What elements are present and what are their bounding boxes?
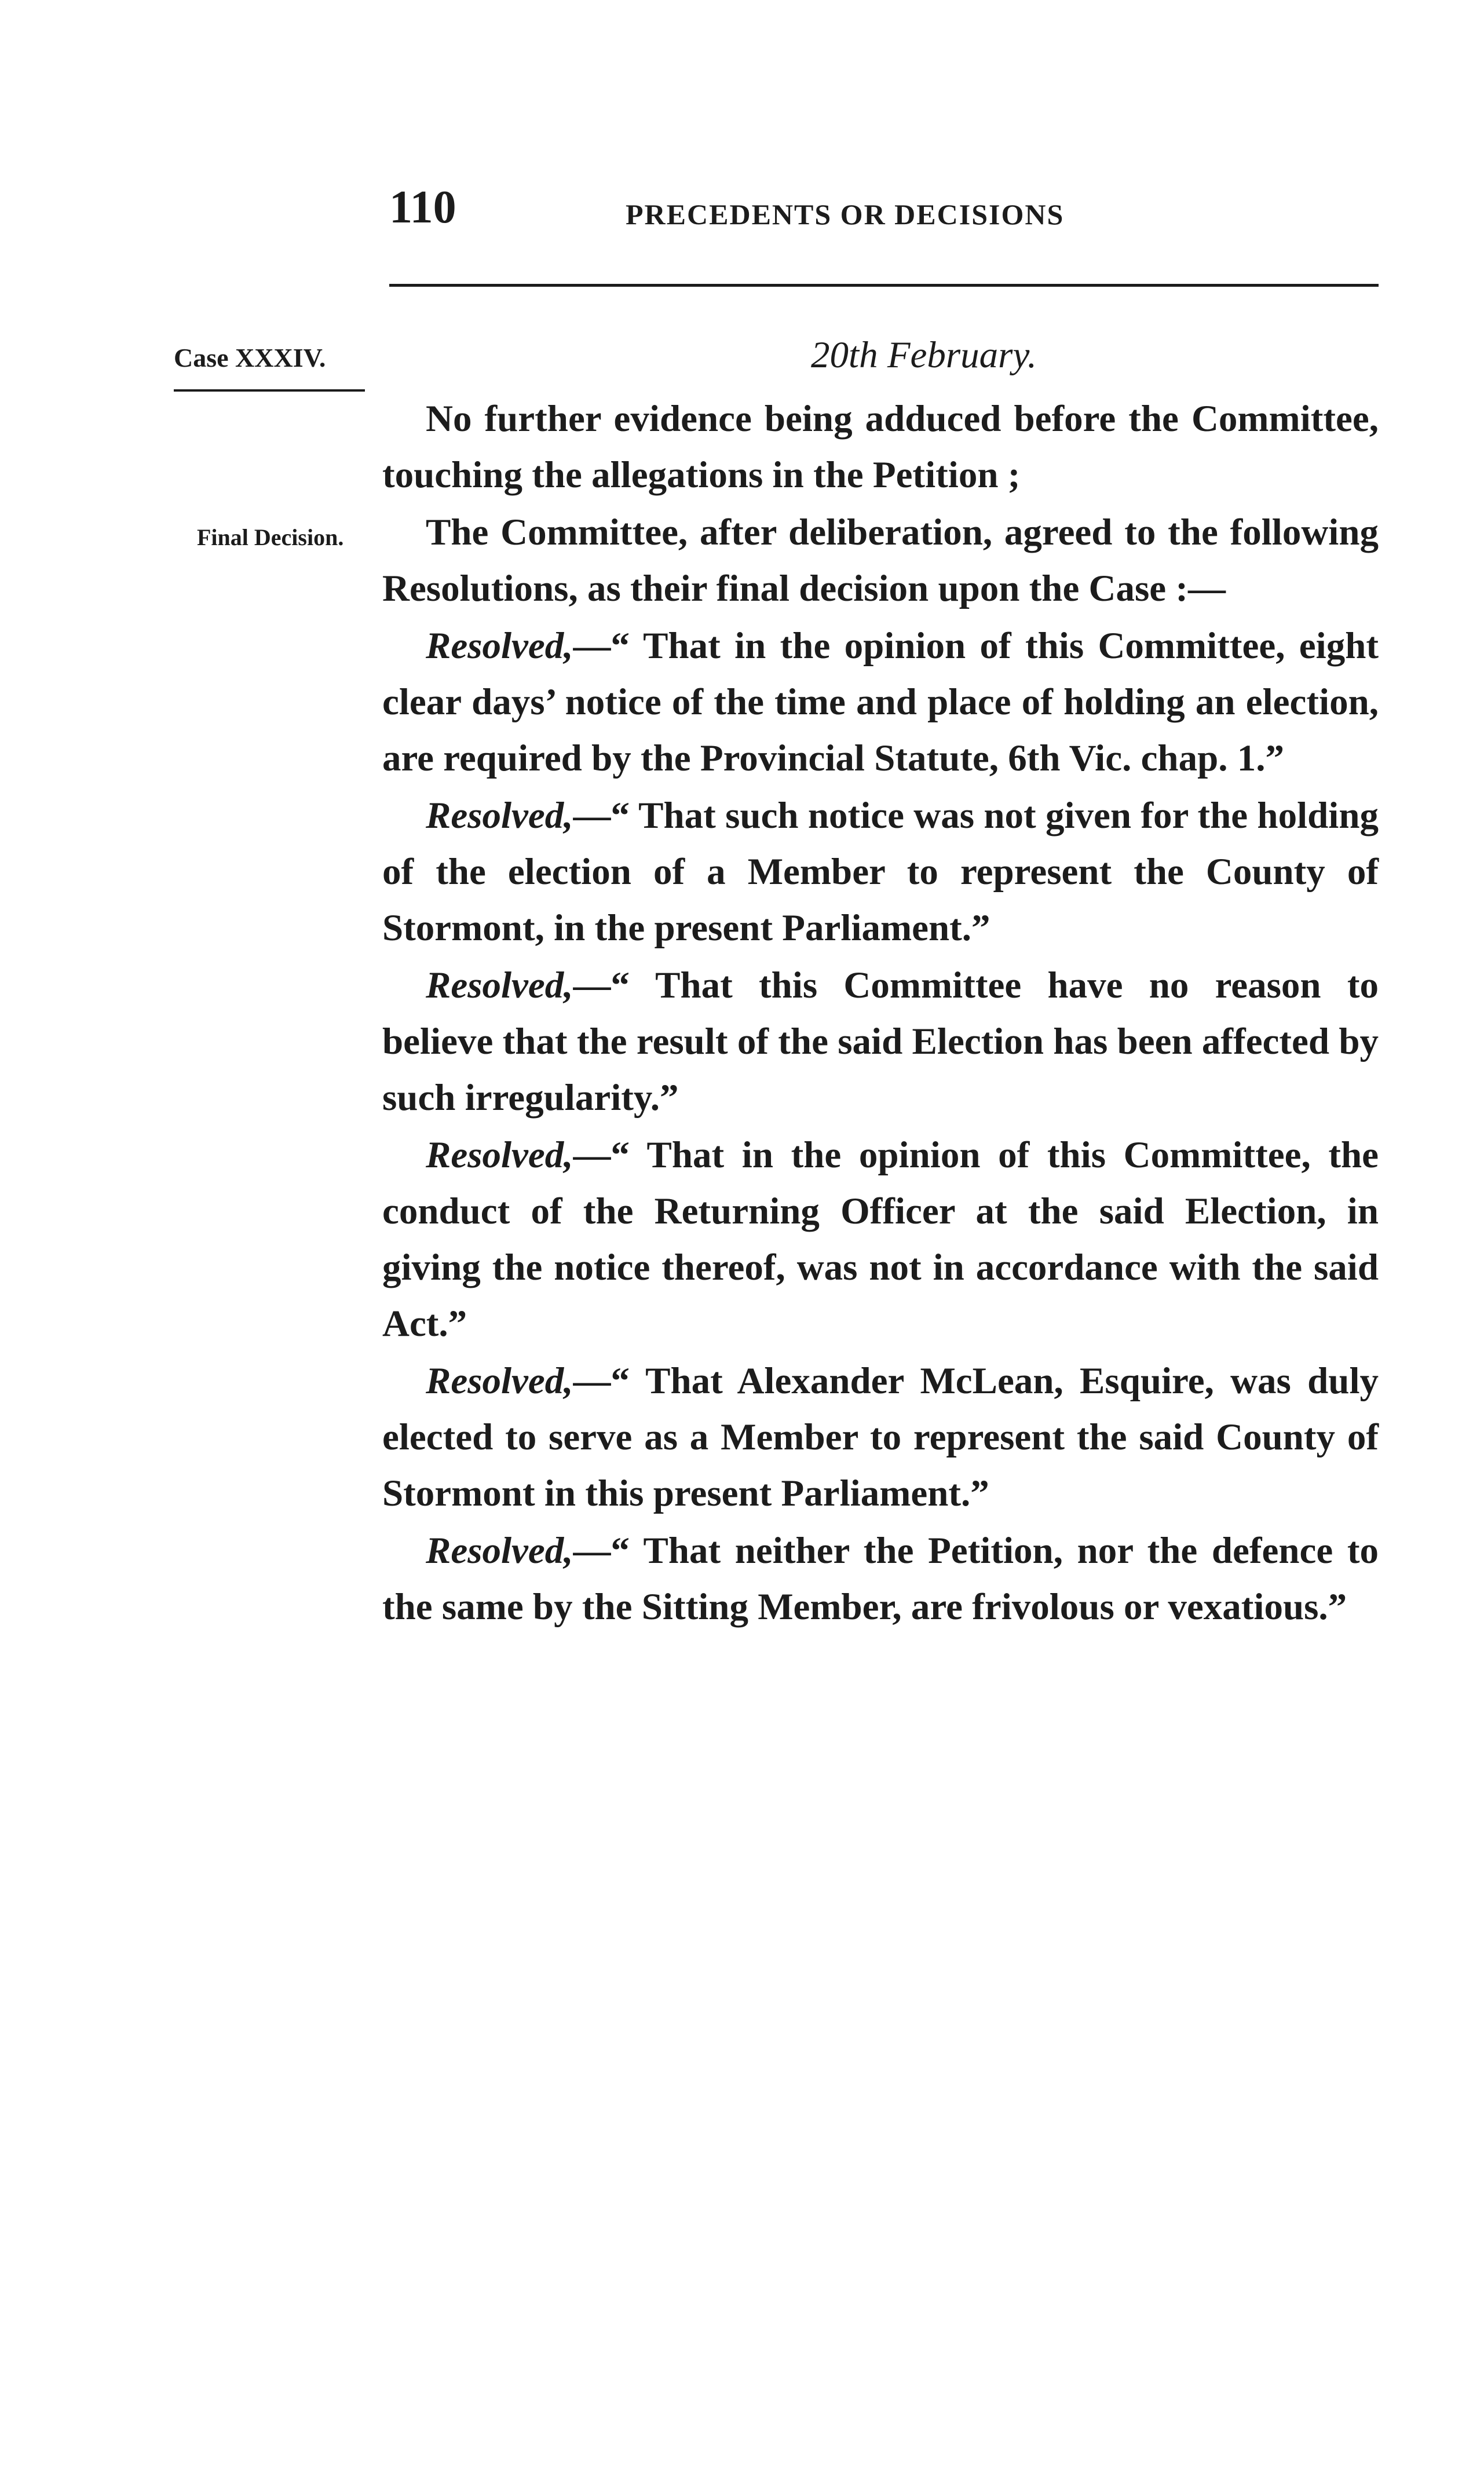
resolution-not-frivolous — [382, 1523, 1379, 1635]
page-number: 110 — [389, 182, 456, 233]
case-label: Case XXXIV. — [174, 343, 326, 372]
paragraph-text: No further evidence being adduced before the Committee, touching the allegations in the Petition ; — [382, 398, 1379, 496]
case-label-rule — [174, 389, 365, 392]
resolution-text: —“ That neither the Petition, nor the defence to the same by the Sitting Member, are frivolous or vexatious.” — [382, 1530, 1379, 1628]
resolved-label: Resolved, — [426, 625, 573, 667]
resolved-label: Resolved, — [426, 965, 573, 1006]
header-rule — [389, 284, 1379, 287]
resolution-result-not-affected — [382, 958, 1379, 1126]
running-head: PRECEDENTS OR DECISIONS — [626, 198, 1065, 231]
resolved-label: Resolved, — [426, 1134, 573, 1176]
resolution-text: —“ That Alexander McLean, Esquire, was duly elected to serve as a Member to represent the said County of Stormont in this present Parliament.” — [382, 1360, 1379, 1514]
paragraph-evidence — [382, 391, 1379, 503]
paragraph-text: The Committee, after deliberation, agreed to the following Resolutions, as their final decision upon the Case :— — [382, 512, 1379, 609]
margin-note-final-decision: Final Decision. — [197, 524, 344, 550]
resolution-text: —“ That such notice was not given for the holding of the election of a Member to represent the County of Stormont, in the present Parliament.” — [382, 795, 1379, 949]
resolved-label: Resolved, — [426, 795, 573, 836]
resolution-returning-officer — [382, 1127, 1379, 1352]
resolution-text: —“ That in the opinion of this Committee, eight clear days’ notice of the time and place of holding an election, are required by the Provincial Statute, 6th Vic. chap. 1.” — [382, 625, 1379, 779]
resolution-member-elected — [382, 1353, 1379, 1522]
body-text — [382, 327, 1379, 1637]
resolution-text: —“ That this Committee have no reason to believe that the result of the said Election has been affected by such irregularity.” — [382, 965, 1379, 1119]
resolved-label: Resolved, — [426, 1360, 573, 1402]
resolution-notice-not-given — [382, 788, 1379, 956]
paragraph-deliberation — [382, 505, 1379, 617]
date-heading: 20th February. — [811, 334, 1037, 376]
resolution-text: —“ That in the opinion of this Committee, the conduct of the Returning Officer at the said Election, in giving the notice thereof, was not in accordance with the said Act.” — [382, 1134, 1379, 1345]
resolved-label: Resolved, — [426, 1530, 573, 1572]
resolution-notice-required — [382, 618, 1379, 787]
